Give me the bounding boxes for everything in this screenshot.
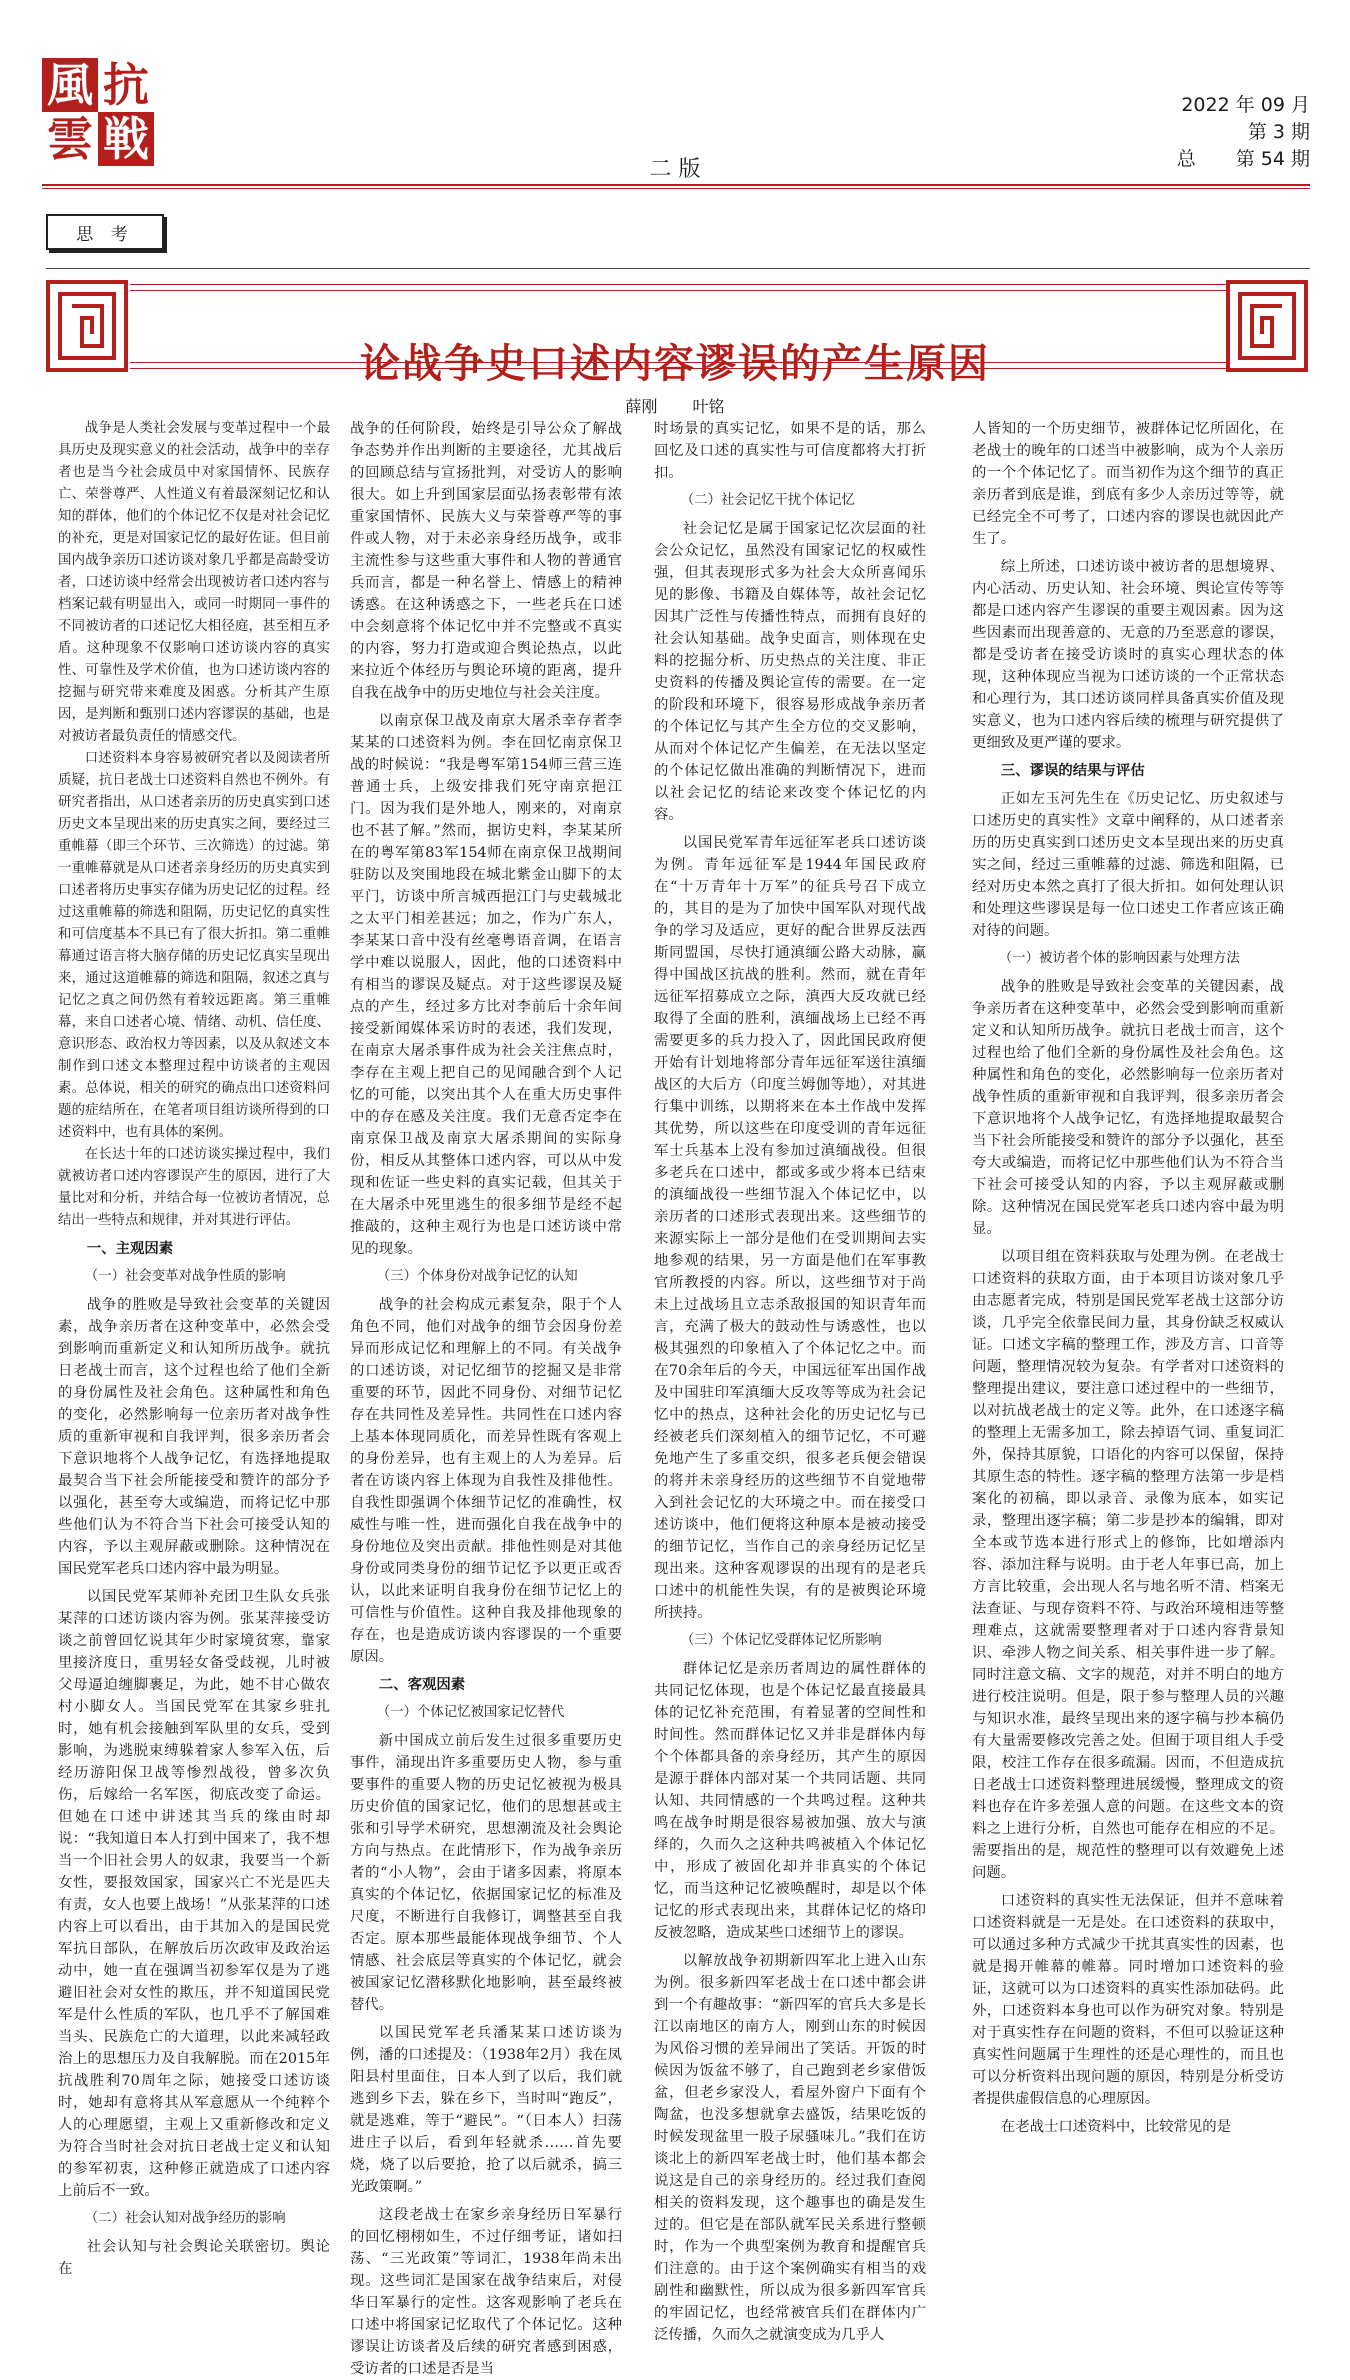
subsection-heading: （一）被访者个体的影响因素与处理方法 (998, 951, 1240, 966)
article-column-3 (654, 418, 926, 2343)
issue-number: 第 3 期 (1247, 121, 1310, 143)
body-paragraph: 战争的胜败是导致社会变革的关键因素，战争亲历者在这种变革中，必然会受到影响而重新定义和认知所历战争。就抗日老战士而言，这个过程也给了他们全新的身份属性及社会角色。这种属性和角色的变化，必然影响每一位亲历者对战争性质的重新审视和自我评判，很多亲历者会下意识地将个人战争记忆，有选择地提取最契合当下社会所能接受和赞许的部分予以强化，甚至夸大或编造，而将记忆中那些他们认为不符合当下社会可接受认知的内容，予以主观屏蔽或删除。这种情况在国民党军老兵口述内容中最为明显。 (972, 979, 1284, 1237)
abstract-paragraph: 战争是人类社会发展与变革过程中一个最具历史及现实意义的社会活动，战争中的幸存者也是当今社会成员中对家国情怀、民族存亡、荣誉尊严、人性道义有着最深刻记忆和认知的群体，他们的个体记忆不仅是对社会记忆的补充，更是对国家记忆的最好佐证。但目前国内战争亲历口述访谈对象几乎都是高龄受访者，口述访谈中经常会出现被访者口述内容与档案记载有明显出入，或同一时期同一事件的不同被访者的口述记忆大相径庭，甚至相互矛盾。这种现象不仅影响口述访谈内容的真实性、可靠性及学术价值，也为口述访谈内容的挖掘与研究带来难度及困惑。分析其产生原因，是判断和甄别口述内容谬误的基础，也是对被访者最负责任的情感交代。 (58, 421, 330, 744)
body-paragraph: 战争的社会构成元素复杂，限于个人角色不同，他们对战争的细节会因身份差异而形成记忆和理解上的不同。有关战争的口述访谈，对记忆细节的挖掘又是非常重要的环节，因此不同身份、对细节记忆存在共同性及差异性。共同性在口述内容上基本体现同质化，而差异性既有客观上的身份差异，也有主观上的人为差异。后者在访谈内容上体现为自我性及排他性。自我性即强调个体细节记忆的准确性，权威性与唯一性，进而强化自我在战争中的身份地位及突出贡献。排他性则是对其他身份或同类身份的细节记忆予以更正或否认，以此来证明自我身份在细节记忆上的可信性与价值性。这种自我及排他现象的存在，也是造成访谈内容谬误的一个重要原因。 (350, 1297, 622, 1665)
body-paragraph: 人皆知的一个历史细节，被群体记忆所固化，在老战士的晚年的口述当中被影响，成为个人亲历的一个个体记忆了。而当初作为这个细节的真正亲历者到底是谁，到底有多少人亲历过等等，就已经完全不可考了，口述内容的谬误也就因此产生了。 (972, 421, 1284, 547)
newspaper-logo (42, 58, 154, 166)
abstract-paragraph: 在长达十年的口述访谈实操过程中，我们就被访者口述内容谬误产生的原因，进行了大量比对和分析，并结合每一位被访者情况，总结出一些特点和规律，并对其进行评估。 (58, 1147, 330, 1228)
section-heading: 三、谬误的结果与评估 (1000, 763, 1145, 779)
subsection-heading: （二）社会记忆干扰个体记忆 (680, 493, 855, 508)
logo-char: 戦 (98, 112, 154, 166)
body-paragraph: 以国民党军老兵潘某某口述访谈为例，潘的口述提及：（1938年2月）我在凤阳县村里面住，日本人到了以后，我们就逃到乡下去，躲在乡下，当时叫“跑反”，就是逃难，等于“避民”。“（日本人）扫荡进庄子以后，看到年轻就杀……首先要烧，烧了以后要抢，抢了以后就杀，搞三光政策啊。” (350, 2025, 622, 2195)
logo-char: 風 (42, 58, 98, 112)
article-column-2 (350, 418, 622, 2377)
subsection-heading: （三）个体记忆受群体记忆所影响 (680, 1633, 882, 1648)
body-paragraph: 以项目组在资料获取与处理为例。在老战士口述资料的获取方面，由于本项目访谈对象几乎由志愿者完成，特别是国民党军老战士这部分访谈，几乎完全依靠民间力量，其身份缺乏权威认证。口述文字稿的整理工作，涉及方言、口音等问题，整理情况较为复杂。有学者对口述资料的整理提出建议，要注意口述过程中的一些细节，以对抗战老战士的定义等。此外，在口述逐字稿的整理上无需多加工，除去掉语气词、重复词汇外，保持其原貌，口语化的内容可以保留，保持其原生态的特性。逐字稿的整理方法第一步是档案化的初稿，即以录音、录像为底本，如实记录，整理出逐字稿；第二步是抄本的编辑，即对全本或节选本进行形式上的修饰，比如增添内容、添加注释与说明。由于老人年事已高，加上方言比较重，会出现人名与地名听不清、档案无法查证、与现存资料不符、与政治环境相违等整理难点，这就需要整理者对于口述内容背景知识、牵涉人物之间关系、相关事件进一步了解。同时注意文稿、文字的规范，对并不明白的地方进行校注说明。但是，限于参与整理人员的兴趣与知识水准，最终呈现出来的逐字稿与抄本稿仍有大量需要修改完善之处。但囿于项目组人手受限，校注工作存在很多疏漏。因而，不但造成抗日老战士口述资料整理进展缓慢，整理成文的资料也存在许多差强人意的问题。在这些文本的资料之上进行分析，自然也可能存在相应的不足。需要指出的是，规范性的整理可以有效避免上述问题。 (972, 1249, 1284, 1881)
body-paragraph: 战争的任何阶段，始终是引导公众了解战争态势并作出判断的主要途径，尤其战后的回顾总结与宣扬批判，对受访人的影响很大。如上升到国家层面弘扬表彰带有浓重家国情怀、民族大义与荣誉尊严等的事件或人物，对于未必亲身经历战争，或非主流性参与这些重大事件和人物的普通官兵而言，都是一种名誉上、情感上的精神诱惑。在这种诱惑之下，一些老兵在口述中会刻意将个体记忆中并不完整或不真实的内容，努力打造或迎合舆论热点，以此来拉近个体经历与舆论环境的距离，提升自我在战争中的历史地位与社会关注度。 (350, 421, 622, 701)
section-heading: 一、主观因素 (86, 1241, 174, 1257)
section-divider (46, 268, 1310, 269)
body-paragraph: 社会认知与社会舆论关联密切。舆论在 (58, 2239, 330, 2277)
body-paragraph: 以南京保卫战及南京大屠杀幸存者李某某的口述资料为例。李在回忆南京保卫战的时候说：“我是粤军第154师三营三连普通士兵，上级安排我们死守南京挹江门。因为我们是外地人，刚来的，对南京也不甚了解。”然而，据访史料，李某某所在的粤军第83军154师在南京保卫战期间驻防以及突围地段在城北紫金山脚下的太平门，访谈中所言城西挹江门与史载城北之太平门相差甚远；加之，作为广东人，李某某口音中没有丝毫粤语音调，在语言学中难以说服人，因此，他的口述资料中有相当的谬误及疑点。对于这些谬误及疑点的产生，经过多方比对李前后十余年间接受新闻媒体采访时的表述，我们发现，在南京大屠杀事件成为社会关注焦点时，李存在主观上把自己的见闻融合到个人记忆的可能，以突出其个人在重大历史事件中的存在感及关注度。我们无意否定李在南京保卫战及南京大屠杀期间的实际身份，相反从其整体口述内容，可以从中发现和佐证一些史料的真实记载，但其关于在大屠杀中死里逃生的很多细节是经不起推敲的，这种主观行为也是口述访谈中常见的现象。 (350, 713, 622, 1257)
logo-char: 抗 (98, 58, 154, 112)
section-label: 思 考 (46, 214, 164, 250)
body-paragraph: 以国民党军某师补充团卫生队女兵张某萍的口述访谈内容为例。张某萍接受访谈之前曾回忆说其年少时家境贫寒，靠家里接济度日，重男轻女备受歧视，儿时被父母逼迫缠脚裹足，为此，她不甘心做农村小脚女人。当国民党军在其家乡驻扎时，她有机会接触到军队里的女兵，受到影响，为逃脱束缚躲着家人参军入伍，后经历游阳保卫战等惨烈战役，曾多次负伤，后嫁给一名军医，彻底改变了命运。但她在口述中讲述其当兵的缘由时却说：“我知道日本人打到中国来了，我不想当一个旧社会男人的奴隶，我要当一个新女性，要报效国家，国家兴亡不光是匹夫有责，女人也要上战场！”从张某萍的口述内容上可以看出，由于其加入的是国民党军抗日部队，在解放后历次政审及政治运动中，她一直在强调当初参军仅是为了逃避旧社会对女性的欺压，并不知道国民党军是什么性质的军队，也几乎不了解国难当头、民族危亡的大道理，以此来减轻政治上的思想压力及自我解脱。而在2015年抗战胜利70周年之际，她接受口述访谈时，她却有意将其从军意愿从一个纯粹个人的心理愿望，主观上又重新修改和定义为符合当时社会对抗日老战士定义和认知的参军初衷，这种修正就造成了口述内容上前后不一致。 (58, 1589, 330, 2199)
article-column-4 (972, 418, 1284, 2135)
article-title: 论战争史口述内容谬误的产生原因 (360, 341, 990, 387)
issue-date: 2022 年 09 月 (1181, 94, 1310, 116)
body-paragraph: 以国民党军青年远征军老兵口述访谈为例。青年远征军是1944年国民政府在“十万青年十万军”的征兵号召下成立的，其目的是为了加快中国军队对现代战争的学习及适应，更好的配合世界反法西斯同盟国，尽快打通滇缅公路大动脉，赢得中国战区抗战的胜利。然而，就在青年远征军招募成立之际，滇西大反攻就已经取得了全面的胜利，滇缅战场上已经不再需要更多的兵力投入了，因此国民政府便开始有计划地将部分青年远征军送往滇缅战区的大后方（印度兰姆伽等地），对其进行集中训练，以期将来在本土作战中发挥其优势，所以这些在印度受训的青年远征军士兵基本上没有参加过滇缅战役。但很多老兵在口述中，都或多或少将本已结束的滇缅战役一些细节混入个体记忆中，以亲历者的口述形式表现出来。这些细节的来源实际上一部分是他们在受训期间去实地参观的结果，另一方面是他们在军事教官所教授的内容。所以，这些细节对于尚未上过战场且立志杀敌报国的知识青年而言，充满了极大的鼓动性与诱惑性，也以极其强烈的印象植入了个体记忆之中。而在70余年后的今天，中国远征军出国作战及中国驻印军滇缅大反攻等等成为社会记忆中的热点，这种社会化的历史记忆与已经被老兵们深刻植入的细节记忆，不可避免地产生了多重交织，很多老兵便会错误的将并未亲身经历的这些细节不自觉地带入到社会记忆的大环境之中。而在接受口述访谈中，他们便将这种原本是被动接受的细节记忆，当作自己的亲身经历记忆呈现出来。这种客观谬误的出现有的是老兵口述中的机能性失误，有的是被舆论环境所挟持。 (654, 835, 926, 1621)
subsection-heading: （一）个体记忆被国家记忆替代 (376, 1705, 565, 1720)
abstract-paragraph: 口述资料本身容易被研究者以及阅读者所质疑，抗日老战士口述资料自然也不例外。有研究者指出，从口述者亲历的历史真实到口述历史文本呈现出来的历史真实之间，要经过三重帷幕（即三个环节、三次筛选）的过滤。第一重帷幕就是从口述者亲身经历的历史真实到口述者将历史事实存储为历史记忆的过程。经过这重帷幕的筛选和阻隔，历史记忆的真实性和可信度基本不具已有了很大折扣。第二重帷幕通过语言将大脑存储的历史记忆真实呈现出来，通过这道帷幕的筛选和阻隔，叙述之真与记忆之真之间仍然有着较远距离。第三重帷幕，来自口述者心境、情绪、动机、信任度、意识形态、政治权力等因素，以及从叙述文本制作到口述文本整理过程中访谈者的主观因素。总体说，相关的研究的确点出口述资料问题的症结所在，在笔者项目组访谈所得到的口述资料中，也有具体的案例。 (58, 751, 330, 1140)
body-paragraph: 战争的胜败是导致社会变革的关键因素，战争亲历者在这种变革中，必然会受到影响而重新定义和认知所历战争。就抗日老战士而言，这个过程也给了他们全新的身份属性及社会角色。这种属性和角色的变化，必然影响每一位亲历者对战争性质的重新审视和自我评判，很多亲历者会下意识地将个人战争记忆，有选择地提取最契合当下社会所能接受和赞许的部分予以强化，甚至夸大或编造，而将记忆中那些他们认为不符合当下社会可接受认知的内容，予以主观屏蔽或删除。这种情况在国民党军老兵口述内容中最为明显。 (58, 1297, 330, 1577)
subsection-heading: （三）个体身份对战争记忆的认知 (376, 1269, 578, 1284)
logo-char: 雲 (42, 112, 98, 166)
body-paragraph: 群体记忆是亲历者周边的属性群体的共同记忆体现，也是个体记忆最直接最具体的记忆补充范围，有着显著的空间性和时间性。然而群体记忆又并非是群体内每个个体都具备的亲身经历，其产生的原因是源于群体内部对某一个共同话题、共同认知、共同情感的一个共鸣过程。这种共鸣在战争时期是很容易被加强、放大与演绎的，久而久之这种共鸣被植入个体记忆中，形成了被固化却并非真实的个体记忆，而当这种记忆被唤醒时，却是以个体记忆的形式表现出来，其群体记忆的烙印反被忽略，造成某些口述细节上的谬误。 (654, 1661, 926, 1941)
edition-label: 二 版 (649, 157, 701, 182)
subsection-heading: （二）社会认知对战争经历的影响 (84, 2211, 286, 2226)
article-column-1 (58, 418, 330, 2277)
title-band-line (130, 284, 1230, 285)
body-paragraph: 社会记忆是属于国家记忆次层面的社会公众记忆，虽然没有国家记忆的权威性强，但其表现形式多为社会大众所喜闻乐见的影像、书籍及自媒体等，故社会记忆因其广泛性与传播性特点，而拥有良好的社会认知基础。战争史面言，则体现在史料的挖掘分析、历史热点的关注度、非正史资料的传播及舆论宣传的需要。在一定的阶段和环境下，很容易形成战争亲历者的个体记忆与其产生全方位的交叉影响，从而对个体记忆产生偏差，在无法以坚定的个体记忆做出准确的判断情况下，进而以社会记忆的结论来改变个体记忆的内容。 (654, 521, 926, 823)
body-paragraph: 以解放战争初期新四军北上进入山东为例。很多新四军老战士在口述中都会讲到一个有趣故事：“新四军的官兵大多是长江以南地区的南方人，刚到山东的时候因为风俗习惯的差异闹出了笑话。开饭的时候因为饭盆不够了，自己跑到老乡家借饭盆，但老乡家没人，看屋外窗户下面有个陶盆，也没多想就拿去盛饭，结果吃饭的时候发现盆里一股子尿骚味儿。”我们在访谈北上的新四军老战士时，他们基本都会说这是自己的亲身经历的。经过我们查阅相关的资料发现，这个趣事也的确是发生过的。但它是在部队就军民关系进行整顿时，作为一个典型案例为教育和提醒官兵们注意的。由于这个案例确实有相当的戏剧性和幽默性，所以成为很多新四军官兵的牢固记忆，也经常被官兵们在群体内广泛传播，久而久之就演变成为几乎人 (654, 1953, 926, 2343)
body-paragraph: 在老战士口述资料中，比较常见的是 (1000, 2119, 1232, 2135)
title-band-line (130, 290, 1230, 291)
subsection-heading: （一）社会变革对战争性质的影响 (84, 1269, 286, 1284)
section-heading: 二、客观因素 (378, 1677, 466, 1693)
body-paragraph: 时场景的真实记忆，如果不是的话，那么回忆及口述的真实性与可信度都将大打折扣。 (654, 421, 926, 481)
body-paragraph: 综上所述，口述访谈中被访者的思想境界、内心活动、历史认知、社会环境、舆论宣传等等都是口述内容产生谬误的重要主观因素。因为这些因素而出现善意的、无意的乃至恶意的谬误，都是受访者在接受访谈时的真实心理状态的体现，这种体现应当视为口述访谈的一个正常状态和心理行为，其口述访谈同样具备真实价值及现实意义，也为口述内容后续的梳理与研究提供了更细致及更严谨的要求。 (972, 559, 1284, 751)
issue-total-number: 第 54 期 (1235, 148, 1310, 170)
body-paragraph: 这段老战士在家乡亲身经历日军暴行的回忆栩栩如生，不过仔细考证，诸如扫荡、“三光政策”等词汇，1938年尚未出现。这些词汇是国家在战争结束后，对侵华日军暴行的定性。这客观影响了老兵在口述中将国家记忆取代了个体记忆。这种谬误让访谈者及后续的研究者感到困惑，受访者的口述是否是当 (350, 2207, 622, 2377)
body-paragraph: 口述资料的真实性无法保证，但并不意味着口述资料就是一无是处。在口述资料的获取中，可以通过多种方式减少干扰其真实性的因素，也就是揭开帷幕的帷幕。同时增加口述资料的验证，这就可以为口述资料的真实性添加砝码。此外，口述资料本身也可以作为研究对象。特别是对于真实性存在问题的资料，不但可以验证这种真实性问题属于生理性的还是心理性的，而且也可以分析资料出现问题的原因，特别是分析受访者提供虚假信息的心理原因。 (972, 1893, 1284, 2107)
issue-total-label: 总 (1176, 148, 1196, 170)
body-paragraph: 正如左玉河先生在《历史记忆、历史叙述与口述历史的真实性》文章中阐释的，从口述者亲历的历史真实到口述历史文本呈现出来的历史真实之间，经过三重帷幕的过滤、筛选和阻隔，已经对历史本然之真打了很大折扣。如何处理认识和处理这些谬误是每一位口述史工作者应该正确对待的问题。 (972, 791, 1284, 939)
article-authors: 薛刚 叶铭 (625, 397, 725, 416)
masthead-divider (42, 184, 1310, 186)
body-paragraph: 新中国成立前后发生过很多重要历史事件，涌现出许多重要历史人物，参与重要事件的重要人物的历史记忆被视为极具历史价值的国家记忆，他们的思想甚或主张和引导学术研究，思想潮流及社会舆论方向与热点。在此情形下，作为战争亲历者的“小人物”，会由于诸多因素，将原本真实的个体记忆，依据国家记忆的标准及尺度，不断进行自我修订，调整甚至自我否定。原本那些最能体现战争细节、个人情感、社会底层等真实的个体记忆，就会被国家记忆潜移默化地影响，甚至最终被替代。 (350, 1733, 622, 2013)
masthead-divider-thin (42, 188, 1310, 189)
